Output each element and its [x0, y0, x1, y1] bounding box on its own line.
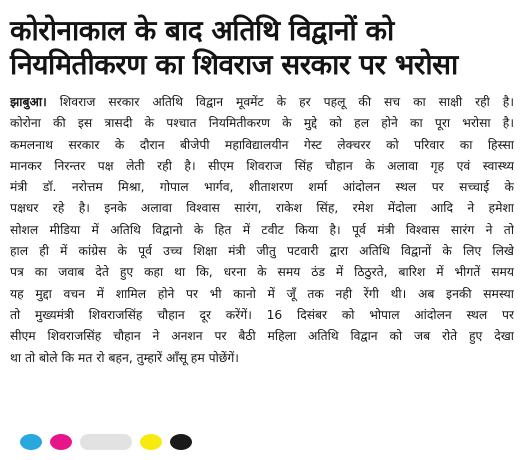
article-line: तो मुख्यमंत्री शिवराजसिंह चौहान दूर करेंगें। 16 दिसंबर को भोपाल आंदोलन स्थल पर	[10, 307, 514, 322]
article-line: कमलनाथ सरकार के दौरान बीजेपी महाविद्यालयीन गेस्ट लेक्चरर को परिवार का हिस्सा	[10, 137, 514, 152]
article-line: पक्षधर रहे है। इनके अलावा विश्वास सारंग, राकेश सिंह, रमेश मेंदोला आदि ने हमेशा	[10, 201, 514, 216]
article-line: मंत्री डॉ. नरोत्तम मिश्रा, गोपाल भार्गव, शीताशरण शर्मा आंदोलन स्थल पर सच्चाई के	[10, 180, 514, 195]
cyan-registration-dot	[20, 434, 42, 450]
black-registration-dot	[170, 434, 192, 450]
article-line: सीएम शिवराजसिंह चौहान ने अनशन पर बैठी महिला अतिथि विद्वान को जब रोते हुए देखा	[10, 329, 514, 344]
headline	[10, 14, 515, 82]
article-line: मानकर निरन्तर पक्ष लेती रही है। सीएम शिवराज सिंह चौहान के अलावा गृह एवं स्वास्थ्य	[10, 158, 514, 173]
headline-line-2: नियमितीकरण का शिवराज सरकार पर भरोसा	[10, 48, 458, 81]
headline-line-1: कोरोनाकाल के बाद अतिथि विद्वानों को	[10, 14, 394, 47]
article-line: था तो बोले कि मत रो बहन, तुम्हारें आँसू हम पोछेंगें।	[10, 350, 239, 365]
dateline: झाबुआ।	[10, 95, 47, 109]
article-body	[10, 92, 514, 369]
article-line: कोरोना की इस त्रासदी के पश्चात नियमितीकरण के मुद्दे को हल होने का पूरा भरोसा है।	[10, 116, 514, 131]
article-line: यह मुद्दा वचन में शामिल होने पर भी कानो में जूँ तक नही रेंगी थी। अब इनकी समस्या	[10, 286, 514, 301]
gray-registration-bar	[80, 434, 132, 450]
article-line: हाल ही में कांग्रेस के पूर्व उच्च शिक्षा मंत्री जीतु पटवारी द्वारा अतिथि विद्वानों के लिए लिखे	[10, 244, 514, 259]
article-line-text: शिवराज सरकार अतिथि विद्वान मूवमेंट के हर पहलू की सच का साक्षी रही है।	[46, 95, 514, 109]
article-line: सोशल मीडिया में अतिथि विद्वानो के हित में टवीट किया है। पूर्व मंत्री विश्वास सारंग ने तो	[10, 222, 514, 237]
article-line: पत्र का जवाब देते हुए कहा था कि, धरना के समय ठंड में ठिठुरते, बारिश में भीगतें समय	[10, 265, 514, 280]
yellow-registration-dot	[140, 434, 162, 450]
article-line	[10, 92, 514, 113]
magenta-registration-dot	[50, 434, 72, 450]
print-color-registration-strip	[20, 432, 192, 452]
